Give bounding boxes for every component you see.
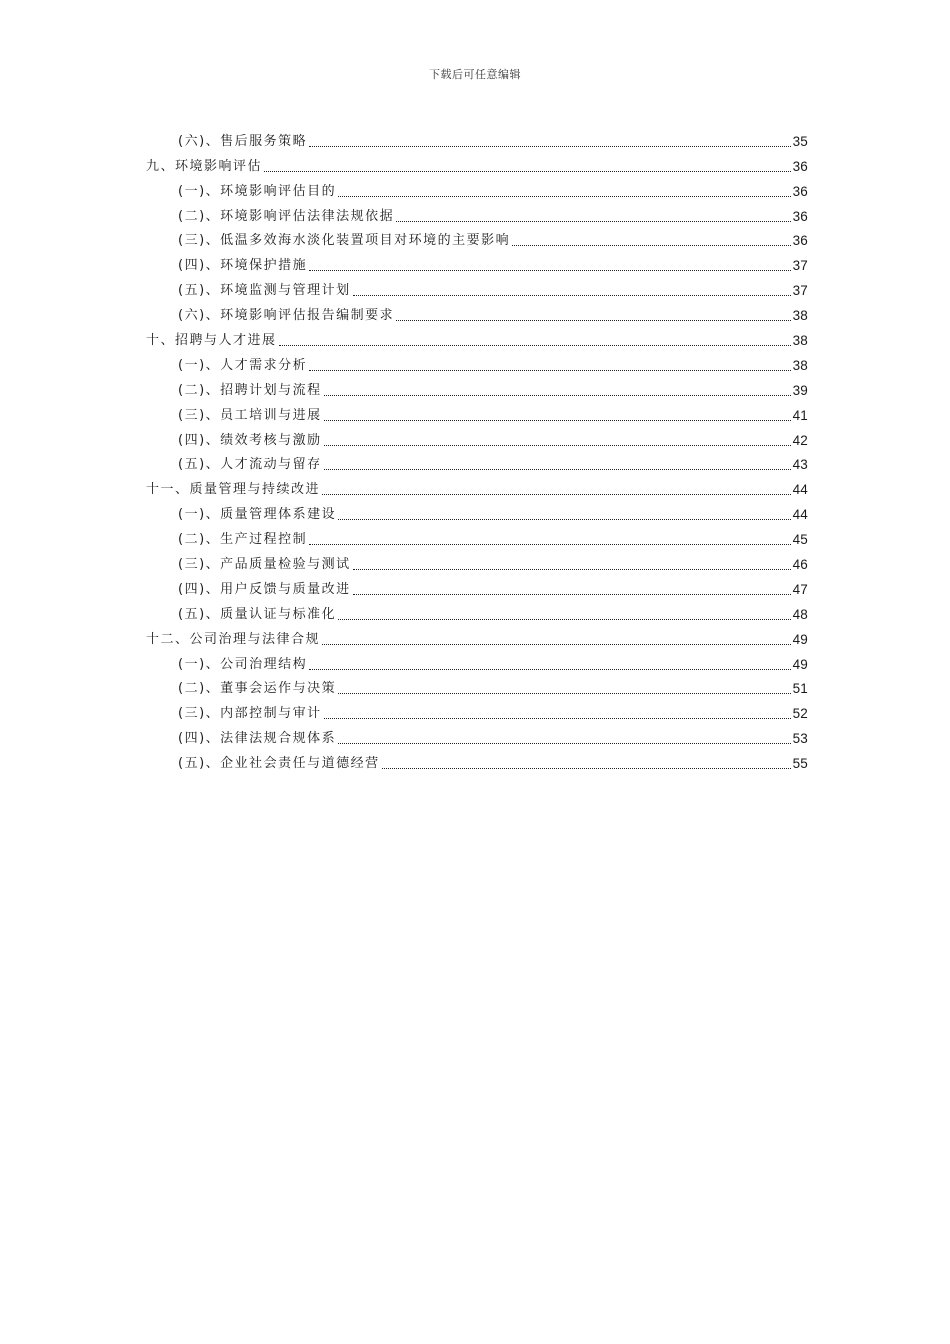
toc-dot-leader xyxy=(324,395,791,396)
toc-entry-page: 55 xyxy=(792,756,808,772)
toc-entry-title: (二)、环境影响评估法律法规依据 xyxy=(178,208,395,224)
toc-entry[interactable] xyxy=(146,250,808,275)
toc-dot-leader xyxy=(309,669,790,670)
toc-entry-title: (三)、低温多效海水淡化装置项目对环境的主要影响 xyxy=(178,233,511,249)
toc-dot-leader xyxy=(309,544,790,545)
toc-entry[interactable] xyxy=(146,425,808,450)
toc-entry-page: 36 xyxy=(792,208,808,224)
toc-entry-title: (五)、质量认证与标准化 xyxy=(178,606,337,622)
toc-entry-page: 47 xyxy=(792,581,808,597)
toc-entry[interactable] xyxy=(146,126,808,151)
toc-entry-title: (四)、环境保护措施 xyxy=(178,258,308,274)
toc-entry-title: (三)、产品质量检验与测试 xyxy=(178,557,351,573)
toc-entry[interactable] xyxy=(146,176,808,201)
toc-dot-leader xyxy=(309,270,790,271)
toc-dot-leader xyxy=(512,245,790,246)
toc-entry[interactable] xyxy=(146,151,808,176)
toc-entry[interactable] xyxy=(146,226,808,251)
toc-entry-page: 43 xyxy=(792,457,808,473)
toc-dot-leader xyxy=(322,644,791,645)
toc-dot-leader xyxy=(324,445,791,446)
toc-entry-title: (三)、员工培训与进展 xyxy=(178,407,322,423)
toc-entry[interactable] xyxy=(146,201,808,226)
toc-entry[interactable] xyxy=(146,649,808,674)
toc-entry-page: 41 xyxy=(792,407,808,423)
toc-dot-leader xyxy=(324,420,791,421)
toc-entry-page: 37 xyxy=(792,283,808,299)
toc-dot-leader xyxy=(382,768,791,769)
toc-entry[interactable] xyxy=(146,474,808,499)
toc-entry[interactable] xyxy=(146,549,808,574)
toc-entry-page: 46 xyxy=(792,557,808,573)
toc-entry[interactable] xyxy=(146,375,808,400)
toc-entry-title: 十二、公司治理与法律合规 xyxy=(146,631,321,647)
toc-dot-leader xyxy=(353,594,791,595)
toc-dot-leader xyxy=(338,693,790,694)
toc-entry[interactable] xyxy=(146,624,808,649)
toc-entry[interactable] xyxy=(146,350,808,375)
toc-entry[interactable] xyxy=(146,450,808,475)
toc-entry-page: 36 xyxy=(792,233,808,249)
toc-entry-page: 49 xyxy=(792,631,808,647)
toc-entry-title: 十、招聘与人才进展 xyxy=(146,333,277,349)
toc-entry[interactable] xyxy=(146,524,808,549)
toc-entry[interactable] xyxy=(146,748,808,773)
toc-dot-leader xyxy=(309,146,790,147)
toc-entry-page: 37 xyxy=(792,258,808,274)
toc-entry-title: (一)、环境影响评估目的 xyxy=(178,183,337,199)
toc-dot-leader xyxy=(279,345,791,346)
toc-entry-page: 44 xyxy=(792,482,808,498)
toc-entry-page: 35 xyxy=(792,133,808,149)
toc-entry-title: (一)、质量管理体系建设 xyxy=(178,507,337,523)
toc-entry-page: 48 xyxy=(792,606,808,622)
toc-entry-page: 45 xyxy=(792,532,808,548)
toc-entry-title: (五)、人才流动与留存 xyxy=(178,457,322,473)
toc-entry[interactable] xyxy=(146,300,808,325)
toc-dot-leader xyxy=(324,718,791,719)
toc-entry-page: 36 xyxy=(792,158,808,174)
toc-entry-page: 38 xyxy=(792,333,808,349)
toc-dot-leader xyxy=(324,469,791,470)
toc-dot-leader xyxy=(322,494,791,495)
toc-entry-page: 39 xyxy=(792,382,808,398)
toc-entry[interactable] xyxy=(146,400,808,425)
toc-entry[interactable] xyxy=(146,674,808,699)
toc-entry-title: 九、环境影响评估 xyxy=(146,158,263,174)
toc-dot-leader xyxy=(338,519,790,520)
toc-entry[interactable] xyxy=(146,325,808,350)
toc-dot-leader xyxy=(353,569,791,570)
toc-entry-title: (四)、用户反馈与质量改进 xyxy=(178,581,351,597)
toc-entry-page: 52 xyxy=(792,706,808,722)
toc-entry-title: (一)、公司治理结构 xyxy=(178,656,308,672)
table-of-contents xyxy=(146,126,808,773)
toc-dot-leader xyxy=(338,743,790,744)
toc-dot-leader xyxy=(353,295,791,296)
toc-entry-title: (二)、董事会运作与决策 xyxy=(178,681,337,697)
toc-entry-page: 42 xyxy=(792,432,808,448)
toc-entry[interactable] xyxy=(146,275,808,300)
toc-entry-page: 38 xyxy=(792,357,808,373)
toc-entry-page: 44 xyxy=(792,507,808,523)
toc-entry-title: (五)、企业社会责任与道德经营 xyxy=(178,756,380,772)
toc-dot-leader xyxy=(338,196,790,197)
toc-dot-leader xyxy=(309,370,790,371)
toc-entry-page: 36 xyxy=(792,183,808,199)
toc-entry-title: (二)、招聘计划与流程 xyxy=(178,382,322,398)
toc-entry-title: (二)、生产过程控制 xyxy=(178,532,308,548)
toc-entry-title: (一)、人才需求分析 xyxy=(178,357,308,373)
toc-entry-page: 49 xyxy=(792,656,808,672)
toc-entry-page: 38 xyxy=(792,308,808,324)
toc-entry-title: (六)、售后服务策略 xyxy=(178,133,308,149)
toc-entry-title: (四)、绩效考核与激励 xyxy=(178,432,322,448)
toc-entry[interactable] xyxy=(146,499,808,524)
toc-entry[interactable] xyxy=(146,574,808,599)
toc-dot-leader xyxy=(264,171,791,172)
toc-entry-title: (六)、环境影响评估报告编制要求 xyxy=(178,308,395,324)
toc-entry-title: (三)、内部控制与审计 xyxy=(178,706,322,722)
toc-entry-page: 53 xyxy=(792,731,808,747)
toc-entry-title: 十一、质量管理与持续改进 xyxy=(146,482,321,498)
toc-entry[interactable] xyxy=(146,599,808,624)
toc-entry-title: (四)、法律法规合规体系 xyxy=(178,731,337,747)
toc-dot-leader xyxy=(396,320,790,321)
toc-dot-leader xyxy=(396,221,790,222)
toc-entry-title: (五)、环境监测与管理计划 xyxy=(178,283,351,299)
toc-entry-page: 51 xyxy=(792,681,808,697)
toc-entry[interactable] xyxy=(146,698,808,723)
toc-entry[interactable] xyxy=(146,723,808,748)
toc-dot-leader xyxy=(338,619,790,620)
page-header: 下载后可任意编辑 xyxy=(429,68,521,81)
